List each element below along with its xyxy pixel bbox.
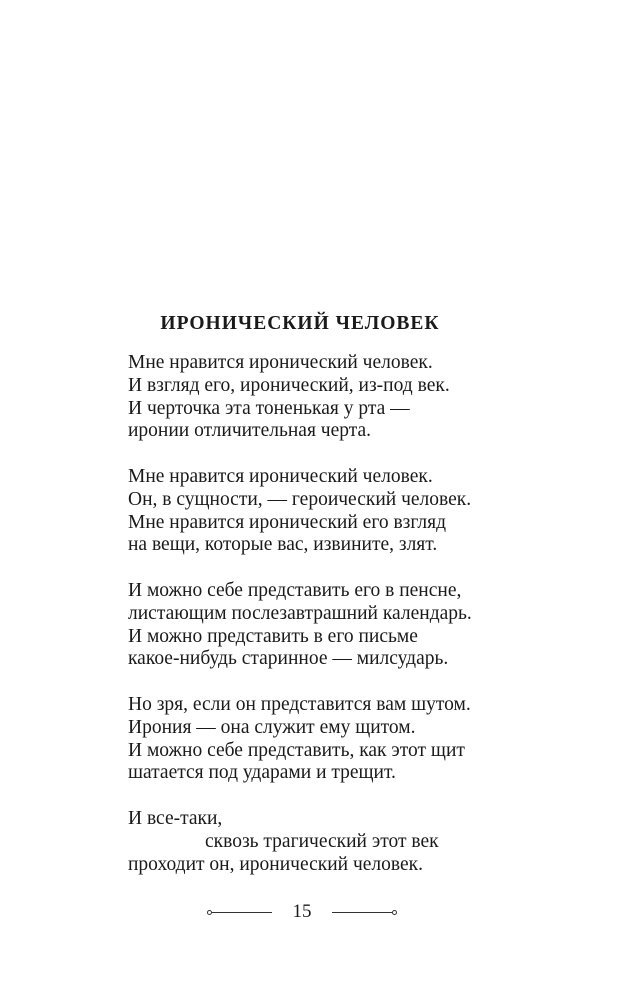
poem-line: И можно представить в его письме — [128, 625, 418, 647]
divider — [332, 912, 392, 913]
poem-line: И черточка эта тоненькая у рта — — [128, 397, 410, 419]
poem-line: И можно себе представить, как этот щит — [128, 739, 465, 761]
poem-line: Но зря, если он представится вам шутом. — [128, 693, 471, 715]
poem-line: И можно себе представить его в пенсне, — [128, 579, 462, 601]
poem-line: какое-нибудь старинное — милсударь. — [128, 648, 449, 670]
poem-line: И все-таки, — [128, 807, 223, 829]
ornament-rule-right — [332, 910, 397, 915]
poem-line: Мне нравится иронический человек. — [128, 465, 433, 487]
poem-line: Мне нравится иронический его взгляд — [128, 511, 447, 533]
ornament-rule-left — [207, 910, 272, 915]
stanza — [128, 694, 472, 785]
page-footer — [207, 900, 397, 924]
ornament-dot-icon — [392, 910, 397, 915]
poem-line: шатается под ударами и трещит. — [128, 762, 396, 784]
stanza — [128, 580, 472, 671]
stanza — [128, 352, 472, 443]
stanza — [128, 808, 472, 876]
poem-line: И взгляд его, иронический, из-под век. — [128, 374, 450, 396]
stanza — [128, 466, 472, 557]
poem-line-indented: сквозь трагический этот век — [205, 830, 439, 852]
poem-line: иронии отличительная черта. — [128, 420, 372, 442]
divider — [212, 912, 272, 913]
poem-line: проходит он, иронический человек. — [128, 853, 424, 875]
poem-body — [128, 352, 472, 899]
poem-line: Мне нравится иронический человек. — [128, 352, 433, 373]
poem-line: на вещи, которые вас, извините, злят. — [128, 534, 438, 556]
page-number: 15 — [292, 901, 312, 922]
poem-line: Он, в сущности, — героический человек. — [128, 488, 472, 510]
poem-line: Ирония — она служит ему щитом. — [128, 716, 416, 738]
poem-title: ИРОНИЧЕСКИЙ ЧЕЛОВЕК — [160, 313, 440, 334]
poem-line: листающим послезавтрашний календарь. — [128, 602, 472, 624]
